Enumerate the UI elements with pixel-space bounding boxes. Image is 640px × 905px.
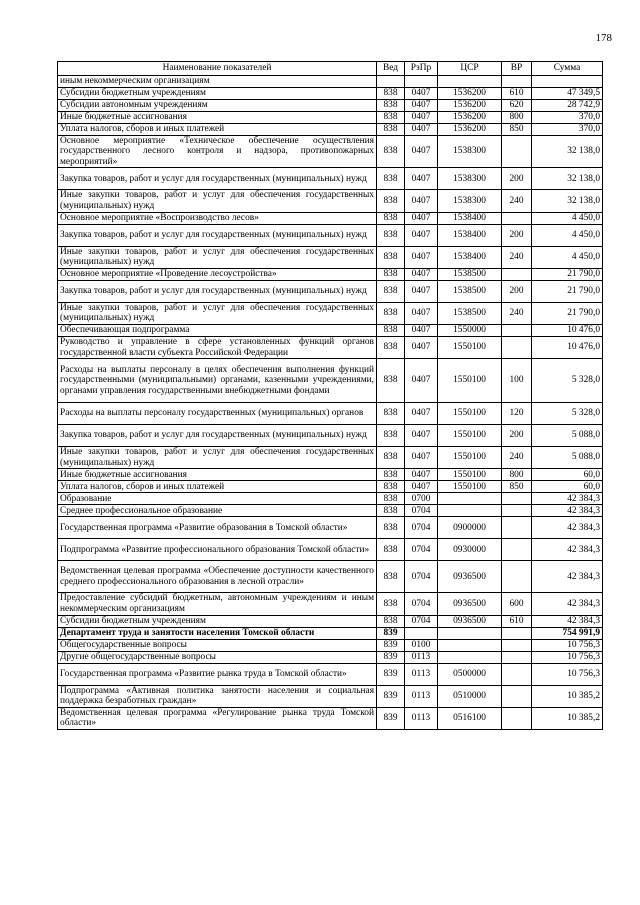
- cell-vr: 850: [502, 123, 532, 135]
- cell-csr: 1536200: [438, 87, 502, 99]
- cell-name: Субсидии автономным учреждениям: [58, 99, 377, 111]
- cell-csr: 1538400: [438, 212, 502, 224]
- cell-name: Общегосударственные вопросы: [58, 639, 377, 651]
- budget-table: [57, 61, 603, 730]
- cell-csr: 1536200: [438, 111, 502, 123]
- cell-sum: 10 385,2: [532, 707, 603, 729]
- cell-vr: [502, 561, 532, 593]
- cell-rzpr: 0407: [405, 469, 438, 481]
- cell-vr: 200: [502, 168, 532, 190]
- cell-vr: [502, 651, 532, 663]
- table-row: [58, 639, 603, 651]
- cell-name: Среднее профессиональное образование: [58, 505, 377, 517]
- cell-sum: 754 991,9: [532, 627, 603, 639]
- cell-vr: [502, 639, 532, 651]
- page-number: 178: [595, 32, 612, 44]
- cell-sum: 4 450,0: [532, 246, 603, 268]
- cell-sum: 10 476,0: [532, 336, 603, 358]
- cell-csr: 1550100: [438, 336, 502, 358]
- table-row: [58, 469, 603, 481]
- cell-ved: 838: [377, 324, 405, 336]
- cell-csr: 1550000: [438, 324, 502, 336]
- header-rzpr: РзПр: [405, 62, 438, 76]
- table-row: [58, 685, 603, 707]
- cell-vr: [502, 135, 532, 168]
- cell-name: Иные закупки товаров, работ и услуг для обеспечения государственных (муниципальных) нужд: [58, 447, 377, 469]
- cell-name: Субсидии бюджетным учреждениям: [58, 87, 377, 99]
- cell-sum: 32 138,0: [532, 168, 603, 190]
- table-row: [58, 190, 603, 212]
- cell-rzpr: 0113: [405, 663, 438, 685]
- table-row: [58, 246, 603, 268]
- cell-name: Ведомственная целевая программа «Обеспечение доступности качественного среднего профессионального образования в лесной отрасли»: [58, 561, 377, 593]
- table-row: [58, 359, 603, 403]
- cell-vr: [502, 76, 532, 88]
- cell-csr: [438, 493, 502, 505]
- cell-rzpr: 0407: [405, 99, 438, 111]
- cell-rzpr: 0704: [405, 539, 438, 561]
- cell-name: Департамент труда и занятости населения Томской области: [58, 627, 377, 639]
- cell-sum: 42 384,3: [532, 517, 603, 539]
- cell-ved: 838: [377, 302, 405, 324]
- cell-csr: 1550100: [438, 425, 502, 447]
- table-row: [58, 707, 603, 729]
- cell-ved: 838: [377, 561, 405, 593]
- cell-vr: 800: [502, 111, 532, 123]
- cell-name: Иные закупки товаров, работ и услуг для обеспечения государственных (муниципальных) нужд: [58, 246, 377, 268]
- cell-rzpr: 0407: [405, 212, 438, 224]
- cell-sum: 4 450,0: [532, 224, 603, 246]
- cell-name: иным некоммерческим организациям: [58, 76, 377, 88]
- cell-ved: [377, 76, 405, 88]
- cell-name: Закупка товаров, работ и услуг для государственных (муниципальных) нужд: [58, 224, 377, 246]
- cell-ved: 839: [377, 639, 405, 651]
- table-row: [58, 481, 603, 493]
- cell-ved: 838: [377, 403, 405, 425]
- cell-rzpr: 0407: [405, 123, 438, 135]
- cell-vr: [502, 505, 532, 517]
- header-vr: ВР: [502, 62, 532, 76]
- cell-csr: 0936500: [438, 561, 502, 593]
- table-row: [58, 493, 603, 505]
- table-row: [58, 517, 603, 539]
- cell-rzpr: 0407: [405, 87, 438, 99]
- cell-sum: 47 349,5: [532, 87, 603, 99]
- header-csr: ЦСР: [438, 62, 502, 76]
- cell-vr: 240: [502, 302, 532, 324]
- table-row: [58, 651, 603, 663]
- cell-rzpr: 0407: [405, 403, 438, 425]
- cell-sum: 60,0: [532, 481, 603, 493]
- cell-rzpr: 0407: [405, 447, 438, 469]
- cell-ved: 838: [377, 425, 405, 447]
- cell-rzpr: 0704: [405, 561, 438, 593]
- table-row: [58, 425, 603, 447]
- cell-ved: 839: [377, 707, 405, 729]
- cell-rzpr: 0407: [405, 168, 438, 190]
- cell-ved: 838: [377, 615, 405, 627]
- cell-sum: 42 384,3: [532, 539, 603, 561]
- header-name: Наименование показателей: [58, 62, 377, 76]
- cell-ved: 838: [377, 224, 405, 246]
- cell-rzpr: 0100: [405, 639, 438, 651]
- cell-ved: 838: [377, 493, 405, 505]
- cell-name: Уплата налогов, сборов и иных платежей: [58, 481, 377, 493]
- cell-sum: 370,0: [532, 111, 603, 123]
- cell-vr: 240: [502, 246, 532, 268]
- cell-rzpr: 0407: [405, 246, 438, 268]
- cell-rzpr: 0704: [405, 517, 438, 539]
- cell-sum: 42 384,3: [532, 593, 603, 615]
- table-row: [58, 561, 603, 593]
- cell-csr: 1536200: [438, 123, 502, 135]
- cell-ved: 838: [377, 593, 405, 615]
- cell-sum: 5 328,0: [532, 359, 603, 403]
- table-row: [58, 99, 603, 111]
- cell-vr: [502, 627, 532, 639]
- cell-rzpr: 0407: [405, 280, 438, 302]
- cell-vr: 100: [502, 359, 532, 403]
- cell-name: Закупка товаров, работ и услуг для государственных (муниципальных) нужд: [58, 425, 377, 447]
- cell-sum: 42 384,3: [532, 505, 603, 517]
- table-row: [58, 268, 603, 280]
- cell-vr: 850: [502, 481, 532, 493]
- cell-name: Государственная программа «Развитие образования в Томской области»: [58, 517, 377, 539]
- cell-rzpr: 0407: [405, 268, 438, 280]
- cell-vr: 240: [502, 447, 532, 469]
- cell-ved: 838: [377, 336, 405, 358]
- cell-csr: 0516100: [438, 707, 502, 729]
- cell-csr: 1550100: [438, 359, 502, 403]
- table-row: [58, 593, 603, 615]
- cell-sum: 32 138,0: [532, 135, 603, 168]
- cell-csr: [438, 639, 502, 651]
- cell-sum: 60,0: [532, 469, 603, 481]
- table-row: [58, 663, 603, 685]
- cell-vr: 610: [502, 615, 532, 627]
- cell-ved: 838: [377, 280, 405, 302]
- cell-sum: 5 328,0: [532, 403, 603, 425]
- cell-rzpr: 0704: [405, 505, 438, 517]
- cell-ved: 838: [377, 87, 405, 99]
- cell-rzpr: 0113: [405, 707, 438, 729]
- table-row: [58, 336, 603, 358]
- cell-ved: 838: [377, 505, 405, 517]
- cell-name: Предоставление субсидий бюджетным, автономным учреждениям и иным некоммерческим организациям: [58, 593, 377, 615]
- cell-rzpr: 0407: [405, 224, 438, 246]
- cell-sum: 10 756,3: [532, 651, 603, 663]
- table-row: [58, 627, 603, 639]
- cell-rzpr: 0704: [405, 593, 438, 615]
- cell-rzpr: 0113: [405, 685, 438, 707]
- cell-sum: 370,0: [532, 123, 603, 135]
- cell-name: Уплата налогов, сборов и иных платежей: [58, 123, 377, 135]
- cell-sum: 10 385,2: [532, 685, 603, 707]
- cell-ved: 838: [377, 469, 405, 481]
- cell-sum: 10 756,3: [532, 639, 603, 651]
- cell-csr: 1550100: [438, 469, 502, 481]
- cell-name: Подпрограмма «Активная политика занятости населения и социальная поддержка безработных граждан»: [58, 685, 377, 707]
- cell-name: Обеспечивающая подпрограмма: [58, 324, 377, 336]
- cell-rzpr: 0407: [405, 425, 438, 447]
- cell-sum: 42 384,3: [532, 561, 603, 593]
- cell-csr: 1550100: [438, 447, 502, 469]
- cell-csr: 0936500: [438, 593, 502, 615]
- cell-vr: [502, 685, 532, 707]
- table-row: [58, 111, 603, 123]
- cell-rzpr: 0700: [405, 493, 438, 505]
- cell-ved: 839: [377, 651, 405, 663]
- table-row: [58, 505, 603, 517]
- cell-csr: 1550100: [438, 403, 502, 425]
- cell-vr: 800: [502, 469, 532, 481]
- cell-sum: 10 476,0: [532, 324, 603, 336]
- cell-csr: 1538300: [438, 190, 502, 212]
- cell-rzpr: 0407: [405, 481, 438, 493]
- cell-ved: 838: [377, 111, 405, 123]
- table-header-row: [58, 62, 603, 76]
- table-row: [58, 123, 603, 135]
- table-row: [58, 280, 603, 302]
- cell-csr: 1538400: [438, 246, 502, 268]
- cell-csr: 0500000: [438, 663, 502, 685]
- cell-rzpr: [405, 76, 438, 88]
- cell-csr: 1536200: [438, 99, 502, 111]
- cell-sum: [532, 76, 603, 88]
- cell-vr: 610: [502, 87, 532, 99]
- cell-rzpr: [405, 627, 438, 639]
- table-row: [58, 302, 603, 324]
- cell-ved: 838: [377, 212, 405, 224]
- cell-name: Основное мероприятие «Воспроизводство лесов»: [58, 212, 377, 224]
- cell-sum: 21 790,0: [532, 302, 603, 324]
- cell-rzpr: 0407: [405, 359, 438, 403]
- cell-ved: 838: [377, 517, 405, 539]
- cell-name: Закупка товаров, работ и услуг для государственных (муниципальных) нужд: [58, 280, 377, 302]
- cell-ved: 839: [377, 627, 405, 639]
- cell-vr: [502, 539, 532, 561]
- cell-name: Руководство и управление в сфере установленных функций органов государственной власти субъекта Российской Федерации: [58, 336, 377, 358]
- cell-ved: 839: [377, 685, 405, 707]
- cell-csr: [438, 627, 502, 639]
- cell-ved: 838: [377, 481, 405, 493]
- cell-csr: 1550100: [438, 481, 502, 493]
- cell-ved: 838: [377, 359, 405, 403]
- cell-ved: 838: [377, 539, 405, 561]
- cell-csr: [438, 651, 502, 663]
- header-sum: Сумма: [532, 62, 603, 76]
- cell-vr: 200: [502, 280, 532, 302]
- cell-ved: 838: [377, 190, 405, 212]
- cell-name: Субсидии бюджетным учреждениям: [58, 615, 377, 627]
- cell-csr: 0510000: [438, 685, 502, 707]
- cell-vr: 620: [502, 99, 532, 111]
- table-row: [58, 76, 603, 88]
- cell-vr: [502, 336, 532, 358]
- cell-vr: [502, 663, 532, 685]
- cell-sum: 32 138,0: [532, 190, 603, 212]
- cell-rzpr: 0407: [405, 324, 438, 336]
- cell-name: Расходы на выплаты персоналу государственных (муниципальных) органов: [58, 403, 377, 425]
- cell-vr: 240: [502, 190, 532, 212]
- cell-csr: 0930000: [438, 539, 502, 561]
- cell-vr: [502, 707, 532, 729]
- header-ved: Вед: [377, 62, 405, 76]
- cell-vr: [502, 517, 532, 539]
- cell-vr: 200: [502, 224, 532, 246]
- cell-name: Закупка товаров, работ и услуг для государственных (муниципальных) нужд: [58, 168, 377, 190]
- cell-name: Основное мероприятие «Техническое обеспечение осуществления государственного лесного контроля и надзора, противопожарных мероприятий»: [58, 135, 377, 168]
- cell-name: Основное мероприятие «Проведение лесоустройства»: [58, 268, 377, 280]
- cell-rzpr: 0407: [405, 336, 438, 358]
- cell-csr: 1538500: [438, 302, 502, 324]
- table-row: [58, 87, 603, 99]
- table-row: [58, 212, 603, 224]
- table-body: [58, 76, 603, 730]
- cell-vr: 600: [502, 593, 532, 615]
- cell-csr: 1538500: [438, 280, 502, 302]
- cell-rzpr: 0407: [405, 302, 438, 324]
- table-row: [58, 615, 603, 627]
- cell-ved: 838: [377, 447, 405, 469]
- cell-rzpr: 0407: [405, 190, 438, 212]
- cell-csr: 1538500: [438, 268, 502, 280]
- cell-sum: 21 790,0: [532, 280, 603, 302]
- cell-vr: [502, 212, 532, 224]
- cell-csr: [438, 505, 502, 517]
- cell-ved: 839: [377, 663, 405, 685]
- cell-rzpr: 0407: [405, 135, 438, 168]
- table-row: [58, 135, 603, 168]
- cell-name: Ведомственная целевая программа «Регулирование рынка труда Томской области»: [58, 707, 377, 729]
- cell-ved: 838: [377, 268, 405, 280]
- cell-csr: 1538400: [438, 224, 502, 246]
- cell-csr: 1538300: [438, 135, 502, 168]
- cell-sum: 4 450,0: [532, 212, 603, 224]
- cell-sum: 10 756,3: [532, 663, 603, 685]
- cell-ved: 838: [377, 99, 405, 111]
- cell-vr: 120: [502, 403, 532, 425]
- cell-name: Иные бюджетные ассигнования: [58, 111, 377, 123]
- cell-sum: 5 088,0: [532, 447, 603, 469]
- table-row: [58, 539, 603, 561]
- table-row: [58, 447, 603, 469]
- cell-sum: 42 384,3: [532, 493, 603, 505]
- cell-name: Иные закупки товаров, работ и услуг для обеспечения государственных (муниципальных) нужд: [58, 190, 377, 212]
- cell-name: Подпрограмма «Развитие профессионального образования Томской области»: [58, 539, 377, 561]
- table-row: [58, 224, 603, 246]
- cell-rzpr: 0407: [405, 111, 438, 123]
- cell-vr: [502, 324, 532, 336]
- cell-ved: 838: [377, 123, 405, 135]
- table-row: [58, 168, 603, 190]
- cell-name: Государственная программа «Развитие рынка труда в Томской области»: [58, 663, 377, 685]
- cell-name: Другие общегосударственные вопросы: [58, 651, 377, 663]
- cell-csr: 0900000: [438, 517, 502, 539]
- cell-ved: 838: [377, 135, 405, 168]
- cell-csr: 0936500: [438, 615, 502, 627]
- cell-rzpr: 0704: [405, 615, 438, 627]
- cell-name: Иные бюджетные ассигнования: [58, 469, 377, 481]
- table-row: [58, 324, 603, 336]
- cell-csr: [438, 76, 502, 88]
- cell-sum: 21 790,0: [532, 268, 603, 280]
- cell-ved: 838: [377, 246, 405, 268]
- cell-rzpr: 0113: [405, 651, 438, 663]
- cell-csr: 1538300: [438, 168, 502, 190]
- table-row: [58, 403, 603, 425]
- cell-ved: 838: [377, 168, 405, 190]
- cell-vr: [502, 268, 532, 280]
- cell-sum: 28 742,9: [532, 99, 603, 111]
- cell-name: Образование: [58, 493, 377, 505]
- cell-sum: 5 088,0: [532, 425, 603, 447]
- cell-name: Иные закупки товаров, работ и услуг для обеспечения государственных (муниципальных) нужд: [58, 302, 377, 324]
- cell-vr: 200: [502, 425, 532, 447]
- cell-sum: 42 384,3: [532, 615, 603, 627]
- cell-vr: [502, 493, 532, 505]
- cell-name: Расходы на выплаты персоналу в целях обеспечения выполнения функций государственными (муниципальными) органами, казенными учреждениями, органами управления государственными внебюджетными фондами: [58, 359, 377, 403]
